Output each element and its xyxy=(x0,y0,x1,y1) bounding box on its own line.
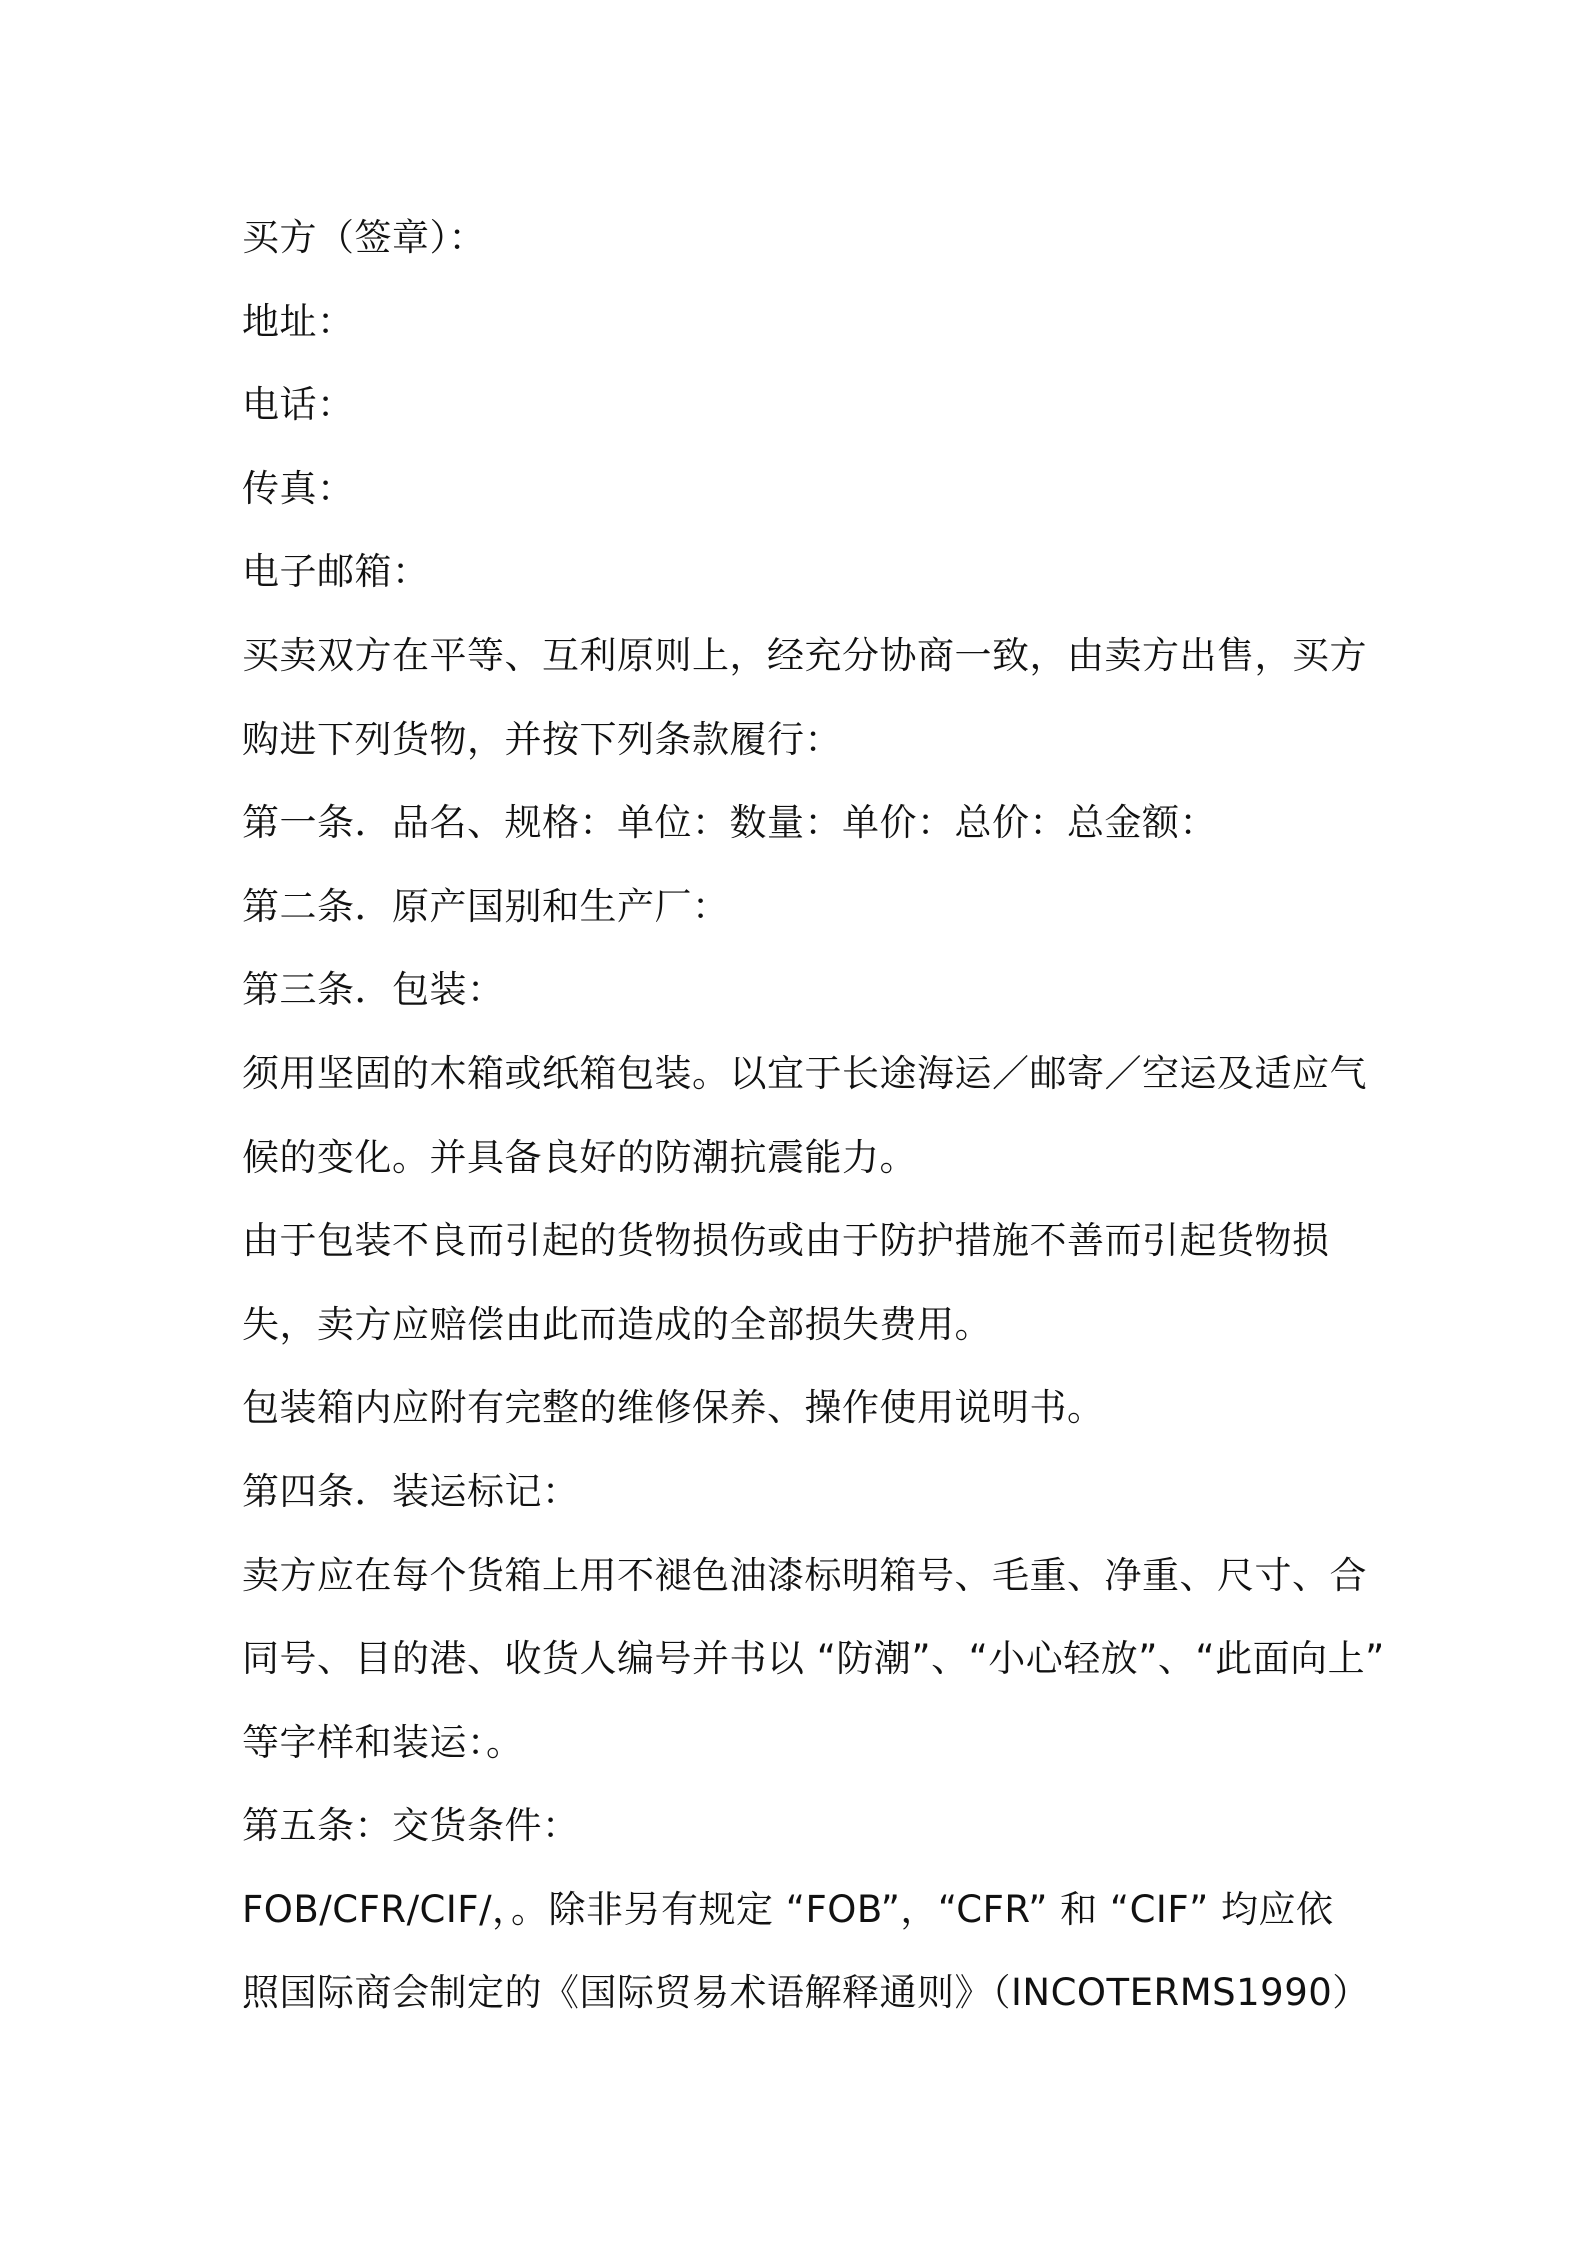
packing-paragraph-2-line-1: 由于包装不良而引起的货物损伤或由于防护措施不善而引起货物损 xyxy=(242,1219,1330,1263)
packing-paragraph-3: 包装箱内应附有完整的维修保养、操作使用说明书。 xyxy=(242,1386,1105,1430)
fax-line: 传真： xyxy=(242,466,355,510)
article-3-heading: 第三条．包装： xyxy=(242,968,505,1012)
packing-paragraph-2-line-2: 失，卖方应赔偿由此而造成的全部损失费用。 xyxy=(242,1302,992,1346)
article-1-heading: 第一条．品名、规格：单位：数量：单价：总价：总金额： xyxy=(242,801,1217,845)
marking-paragraph-line-3: 等字样和装运：。 xyxy=(242,1720,524,1764)
packing-paragraph-1-line-1: 须用坚固的木箱或纸箱包装。以宜于长途海运／邮寄／空运及适应气 xyxy=(242,1051,1367,1095)
article-2-heading: 第二条．原产国别和生产厂： xyxy=(242,884,730,928)
article-5-heading: 第五条：交货条件： xyxy=(242,1804,580,1848)
article-4-heading: 第四条．装运标记： xyxy=(242,1469,580,1513)
delivery-paragraph-line-1: FOB/CFR/CIF/，。除非另有规定 “FOB”，“CFR” 和 “CIF” 均应依 xyxy=(242,1887,1334,1931)
preamble-line-1: 买卖双方在平等、互利原则上，经充分协商一致，由卖方出售，买方 xyxy=(242,633,1367,677)
preamble-line-2: 购进下列货物，并按下列条款履行： xyxy=(242,717,842,761)
marking-paragraph-line-1: 卖方应在每个货箱上用不褪色油漆标明箱号、毛重、净重、尺寸、合 xyxy=(242,1553,1367,1597)
delivery-paragraph-line-2: 照国际商会制定的《国际贸易术语解释通则》（INCOTERMS1990） xyxy=(242,1971,1370,2015)
contract-page-body xyxy=(242,196,1385,2035)
phone-line: 电话： xyxy=(242,383,355,427)
address-line: 地址： xyxy=(242,299,355,343)
marking-paragraph-line-2: 同号、目的港、收货人编号并书以 “防潮”、“小心轻放”、“此面向上” xyxy=(242,1637,1385,1681)
email-line: 电子邮箱： xyxy=(242,550,430,594)
buyer-signature-line: 买方（签章）： xyxy=(242,216,486,259)
packing-paragraph-1-line-2: 候的变化。并具备良好的防潮抗震能力。 xyxy=(242,1135,917,1179)
